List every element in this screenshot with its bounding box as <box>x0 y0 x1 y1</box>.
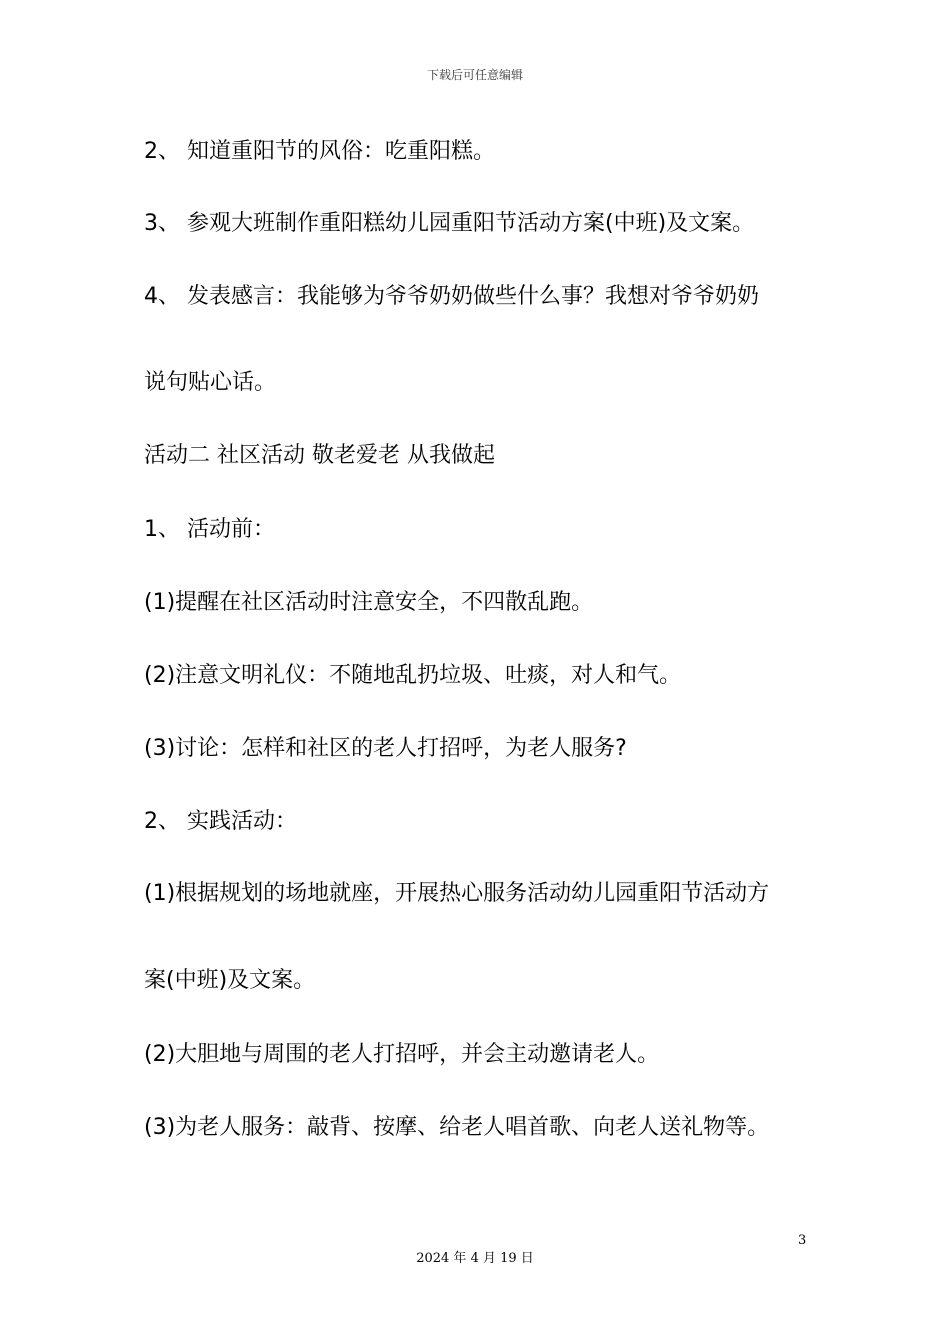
paragraph: 2、 知道重阳节的风俗：吃重阳糕。 <box>144 139 495 164</box>
paragraph: (3)讨论：怎样和社区的老人打招呼，为老人服务? <box>144 736 627 761</box>
paragraph: (2)大胆地与周围的老人打招呼，并会主动邀请老人。 <box>144 1042 660 1067</box>
paragraph: 1、 活动前： <box>144 517 275 542</box>
paragraph: (1)提醒在社区活动时注意安全，不四散乱跑。 <box>144 590 594 615</box>
paragraph: 说句贴心话。 <box>144 370 277 395</box>
paragraph: (3)为老人服务：敲背、按摩、给老人唱首歌、向老人送礼物等。 <box>144 1115 770 1140</box>
paragraph: 案(中班)及文案。 <box>144 968 316 993</box>
paragraph: (1)根据规划的场地就座，开展热心服务活动幼儿园重阳节活动方 <box>144 881 770 906</box>
page-number: 3 <box>798 1233 807 1248</box>
paragraph: 4、 发表感言：我能够为爷爷奶奶做些什么事？我想对爷爷奶奶 <box>144 284 759 309</box>
page-header: 下载后可任意编辑 <box>426 68 523 82</box>
paragraph: (2)注意文明礼仪：不随地乱扔垃圾、吐痰，对人和气。 <box>144 663 682 688</box>
section-heading: 活动二 社区活动 敬老爱老 从我做起 <box>144 443 495 468</box>
page-footer-date: 2024 年 4 月 19 日 <box>416 1251 534 1266</box>
paragraph: 3、 参观大班制作重阳糕幼儿园重阳节活动方案(中班)及文案。 <box>144 211 755 236</box>
paragraph: 2、 实践活动： <box>144 809 297 834</box>
